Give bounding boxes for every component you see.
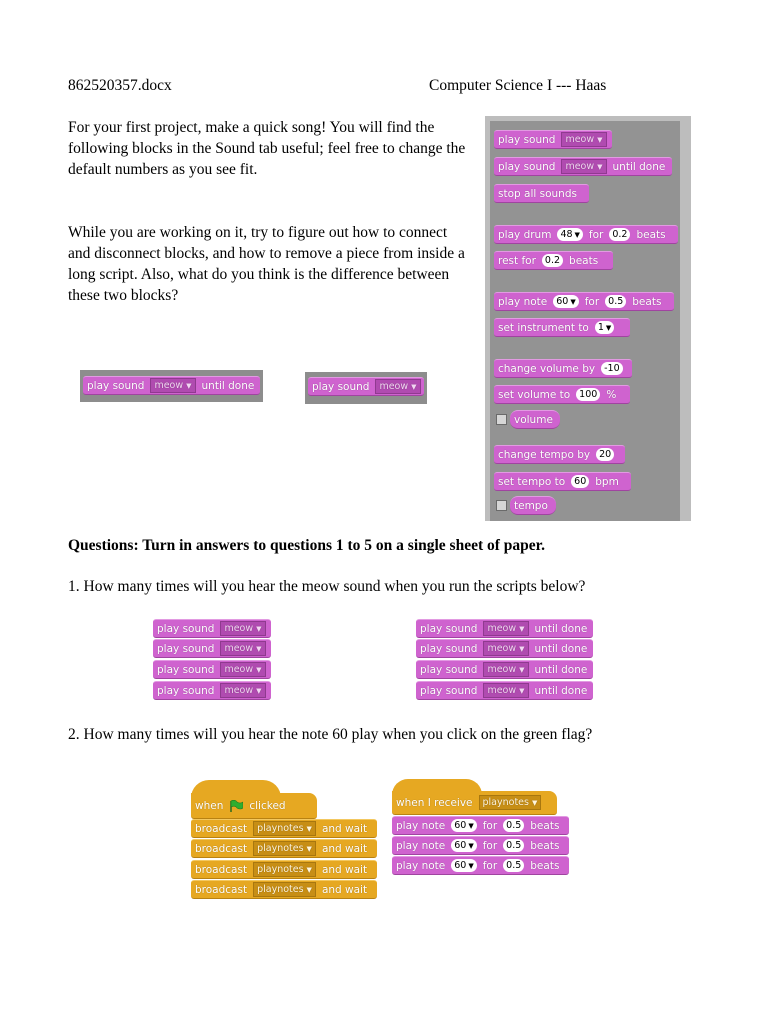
palette-play-sound <box>494 130 612 149</box>
block-label: when I receive <box>396 796 473 809</box>
volume-number: 100 <box>576 388 600 401</box>
question-2: 2. How many times will you hear the note 60 play when you click on the green flag? <box>68 726 593 743</box>
block-label: play sound <box>157 663 215 676</box>
chevron-down-icon: ▼ <box>256 624 262 633</box>
tempo-checkbox <box>496 500 507 511</box>
message-dropdown: playnotes ▼ <box>479 795 542 810</box>
chevron-down-icon: ▼ <box>574 230 580 239</box>
palette-set-volume <box>494 385 630 404</box>
play-note-block-1 <box>392 816 569 835</box>
block-label: % <box>606 388 617 401</box>
broadcast-and-wait-block-2 <box>191 839 377 858</box>
block-label: for <box>588 228 604 241</box>
chevron-down-icon: ▼ <box>519 686 525 695</box>
message-dropdown: playnotes ▼ <box>253 821 316 836</box>
block-label: until done <box>612 160 666 173</box>
chevron-down-icon: ▼ <box>468 821 474 830</box>
palette-change-volume <box>494 359 632 378</box>
play-sound-until-done-block <box>83 376 260 395</box>
play-sound-block <box>308 377 424 396</box>
block-label: play sound <box>157 684 215 697</box>
sound-dropdown: meow ▼ <box>150 378 195 393</box>
sound-dropdown: meow ▼ <box>220 621 265 636</box>
chevron-down-icon: ▼ <box>256 644 262 653</box>
palette-rest-for <box>494 251 613 270</box>
block-label: volume <box>514 413 553 426</box>
sound-dropdown: meow ▼ <box>375 379 420 394</box>
beats-number: 0.5 <box>503 819 524 832</box>
palette-set-tempo <box>494 472 631 491</box>
message-dropdown: playnotes ▼ <box>253 882 316 897</box>
tempo-number: 60 <box>571 475 589 488</box>
q1-left-block-3 <box>153 660 271 679</box>
sound-dropdown: meow ▼ <box>483 621 528 636</box>
play-note-block-3 <box>392 856 569 875</box>
intro-paragraph-question: While you are working on it, try to figure out how to connect and disconnect blocks, and how to remove a piece from inside a long script. Also, what do you think is the difference between these two blocks? <box>68 224 465 304</box>
chevron-down-icon: ▼ <box>519 624 525 633</box>
chevron-down-icon: ▼ <box>519 665 525 674</box>
block-label: play sound <box>420 684 478 697</box>
q1-left-block-2 <box>153 639 271 658</box>
block-label: rest for <box>498 254 536 267</box>
q1-right-block-3 <box>416 660 593 679</box>
block-label: play note <box>396 859 446 872</box>
broadcast-and-wait-block-4 <box>191 880 377 899</box>
when-flag-clicked-hat <box>191 793 317 819</box>
chevron-down-icon: ▼ <box>306 824 312 833</box>
block-label: beats <box>530 819 560 832</box>
block-label: bpm <box>595 475 619 488</box>
q1-right-block-4 <box>416 681 593 700</box>
palette-change-tempo <box>494 445 625 464</box>
q1-right-block-1 <box>416 619 593 638</box>
sound-dropdown: meow ▼ <box>220 641 265 656</box>
note-number: 60 ▼ <box>553 295 578 308</box>
chevron-down-icon: ▼ <box>570 297 576 306</box>
block-label: for <box>482 819 498 832</box>
block-label: beats <box>569 254 599 267</box>
broadcast-and-wait-block-1 <box>191 819 377 838</box>
block-label: play sound <box>157 642 215 655</box>
message-dropdown: playnotes ▼ <box>253 841 316 856</box>
block-label: play sound <box>498 133 556 146</box>
play-note-block-2 <box>392 836 569 855</box>
block-label: until done <box>201 379 255 392</box>
palette-play-sound-until-done <box>494 157 672 176</box>
block-label: beats <box>530 839 560 852</box>
sound-dropdown: meow ▼ <box>483 662 528 677</box>
block-label: and wait <box>321 842 368 855</box>
when-i-receive-hat <box>392 791 557 815</box>
question-1: 1. How many times will you hear the meow sound when you run the scripts below? <box>68 578 586 595</box>
chevron-down-icon: ▼ <box>306 844 312 853</box>
block-label: for <box>482 859 498 872</box>
block-label: beats <box>636 228 666 241</box>
q1-right-block-2 <box>416 639 593 658</box>
chevron-down-icon: ▼ <box>468 841 474 850</box>
block-label: and wait <box>321 822 368 835</box>
block-label: when <box>195 799 224 812</box>
palette-tempo-reporter <box>510 496 556 515</box>
beats-number: 0.5 <box>503 839 524 852</box>
broadcast-and-wait-block-3 <box>191 860 377 879</box>
chevron-down-icon: ▼ <box>411 382 417 391</box>
block-label: play sound <box>420 622 478 635</box>
block-label: broadcast <box>195 842 248 855</box>
sound-dropdown: meow ▼ <box>483 641 528 656</box>
document-filename: 862520357.docx <box>68 77 172 94</box>
chevron-down-icon: ▼ <box>597 135 603 144</box>
block-label: for <box>584 295 600 308</box>
block-label: play sound <box>312 380 370 393</box>
block-label: broadcast <box>195 883 248 896</box>
green-flag-icon <box>229 800 243 812</box>
palette-set-instrument <box>494 318 630 337</box>
questions-heading: Questions: Turn in answers to questions 1 to 5 on a single sheet of paper. <box>68 537 545 554</box>
block-label: play sound <box>157 622 215 635</box>
block-label: set volume to <box>498 388 571 401</box>
palette-play-drum <box>494 225 678 244</box>
block-label: and wait <box>321 883 368 896</box>
palette-volume-reporter <box>510 410 560 429</box>
beats-number: 0.5 <box>605 295 626 308</box>
intro-paragraph: For your first project, make a quick song! You will find the following blocks in the Sound tab useful; feel free to change the default numbers as you see fit. <box>68 119 466 178</box>
chevron-down-icon: ▼ <box>531 798 538 807</box>
block-label: change tempo by <box>498 448 591 461</box>
block-label: play note <box>396 839 446 852</box>
chevron-down-icon: ▼ <box>186 381 192 390</box>
instrument-number: 1 ▼ <box>595 321 614 334</box>
block-label: until done <box>534 684 588 697</box>
block-label: clicked <box>249 799 286 812</box>
palette-stop-all-sounds <box>494 184 589 203</box>
sound-dropdown: meow ▼ <box>561 159 606 174</box>
block-label: broadcast <box>195 822 248 835</box>
block-label: play drum <box>498 228 552 241</box>
chevron-down-icon: ▼ <box>468 861 474 870</box>
block-label: play note <box>396 819 446 832</box>
block-label: until done <box>534 642 588 655</box>
note-number: 60 ▼ <box>451 859 476 872</box>
block-label: set tempo to <box>498 475 566 488</box>
chevron-down-icon: ▼ <box>256 665 262 674</box>
drum-number: 48 ▼ <box>557 228 582 241</box>
sound-dropdown: meow ▼ <box>483 683 528 698</box>
chevron-down-icon: ▼ <box>306 885 312 894</box>
note-number: 60 ▼ <box>451 839 476 852</box>
block-label: change volume by <box>498 362 596 375</box>
block-label: until done <box>534 663 588 676</box>
volume-change-number: -10 <box>601 362 623 375</box>
block-label: beats <box>530 859 560 872</box>
sound-dropdown: meow ▼ <box>561 132 606 147</box>
note-number: 60 ▼ <box>451 819 476 832</box>
chevron-down-icon: ▼ <box>256 686 262 695</box>
beats-number: 0.2 <box>542 254 563 267</box>
beats-number: 0.2 <box>609 228 630 241</box>
tempo-change-number: 20 <box>596 448 614 461</box>
block-label: set instrument to <box>498 321 589 334</box>
volume-checkbox <box>496 414 507 425</box>
q1-left-block-4 <box>153 681 271 700</box>
block-label: play note <box>498 295 548 308</box>
chevron-down-icon: ▼ <box>306 865 312 874</box>
chevron-down-icon: ▼ <box>519 644 525 653</box>
block-label: until done <box>534 622 588 635</box>
block-label: and wait <box>321 863 368 876</box>
block-label: stop all sounds <box>498 187 577 200</box>
block-label: for <box>482 839 498 852</box>
course-title: Computer Science I --- Haas <box>429 77 607 94</box>
block-label: tempo <box>514 499 548 512</box>
message-dropdown: playnotes ▼ <box>253 862 316 877</box>
palette-play-note <box>494 292 674 311</box>
block-label: beats <box>632 295 662 308</box>
block-label: play sound <box>420 663 478 676</box>
sound-dropdown: meow ▼ <box>220 662 265 677</box>
block-label: play sound <box>498 160 556 173</box>
chevron-down-icon: ▼ <box>597 162 603 171</box>
block-label: broadcast <box>195 863 248 876</box>
chevron-down-icon: ▼ <box>605 323 612 332</box>
beats-number: 0.5 <box>503 859 524 872</box>
q1-left-block-1 <box>153 619 271 638</box>
sound-dropdown: meow ▼ <box>220 683 265 698</box>
block-label: play sound <box>420 642 478 655</box>
block-label: play sound <box>87 379 145 392</box>
